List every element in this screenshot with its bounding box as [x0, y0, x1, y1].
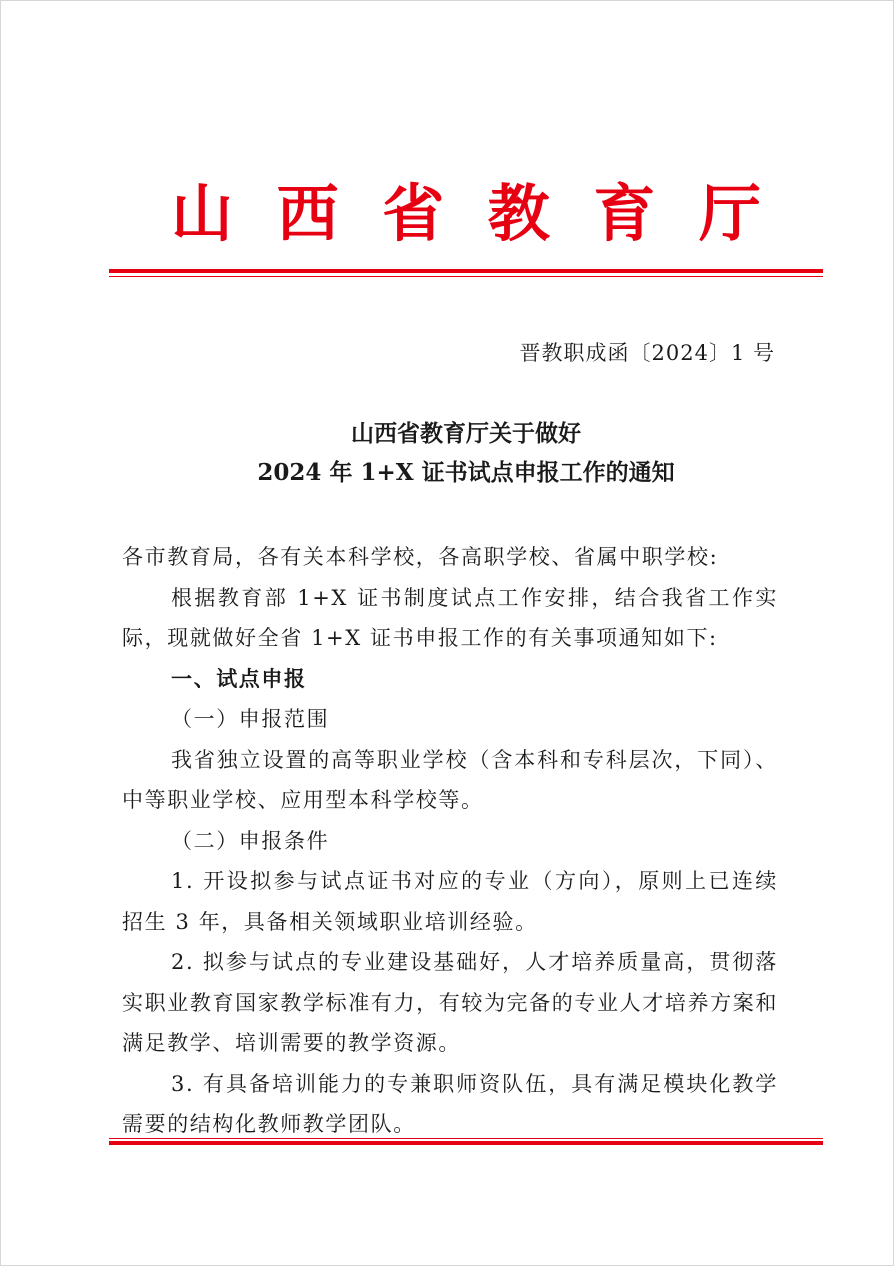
condition-item-1: 1. 开设拟参与试点证书对应的专业（方向），原则上已连续招生 3 年，具备相关领域职业培训经验。: [122, 869, 778, 934]
title-line-2: 2024 年 1+X 证书试点申报工作的通知: [257, 459, 675, 486]
salutation: 各市教育局，各有关本科学校，各高职学校、省属中职学校:: [122, 545, 719, 569]
condition-item-3: 3. 有具备培训能力的专兼职师资队伍，具有满足模块化教学需要的结构化教师教学团队。: [122, 1071, 778, 1136]
intro-paragraph: 根据教育部 1+X 证书制度试点工作安排，结合我省工作实际，现就做好全省 1+X 证书申报工作的有关事项通知如下:: [122, 585, 778, 650]
condition-item-2: 2. 拟参与试点的专业建设基础好，人才培养质量高，贯彻落实职业教育国家教学标准有力，有较为完备的专业人才培养方案和满足教学、培训需要的教学资源。: [122, 950, 778, 1055]
subsection-heading-conditions: （二）申报条件: [171, 828, 330, 853]
document-number: 晋教职成函〔2024〕1 号: [519, 341, 775, 365]
scope-paragraph: 我省独立设置的高等职业学校（含本科和专科层次，下同）、中等职业学校、应用型本科学校等。: [122, 747, 778, 812]
document-body: [122, 537, 778, 1145]
footer-rule-thick: [109, 1141, 823, 1145]
document-title: [109, 414, 823, 492]
masthead-rule-thin: [109, 276, 823, 277]
agency-masthead: 山 西 省 教 育 厅: [171, 177, 761, 250]
footer-rule-thin: [109, 1138, 823, 1139]
section-heading: 一、试点申报: [171, 665, 307, 691]
title-line-1: 山西省教育厅关于做好: [351, 420, 581, 447]
masthead-rule-thick: [109, 269, 823, 273]
subsection-heading-scope: （一）申报范围: [171, 707, 330, 731]
